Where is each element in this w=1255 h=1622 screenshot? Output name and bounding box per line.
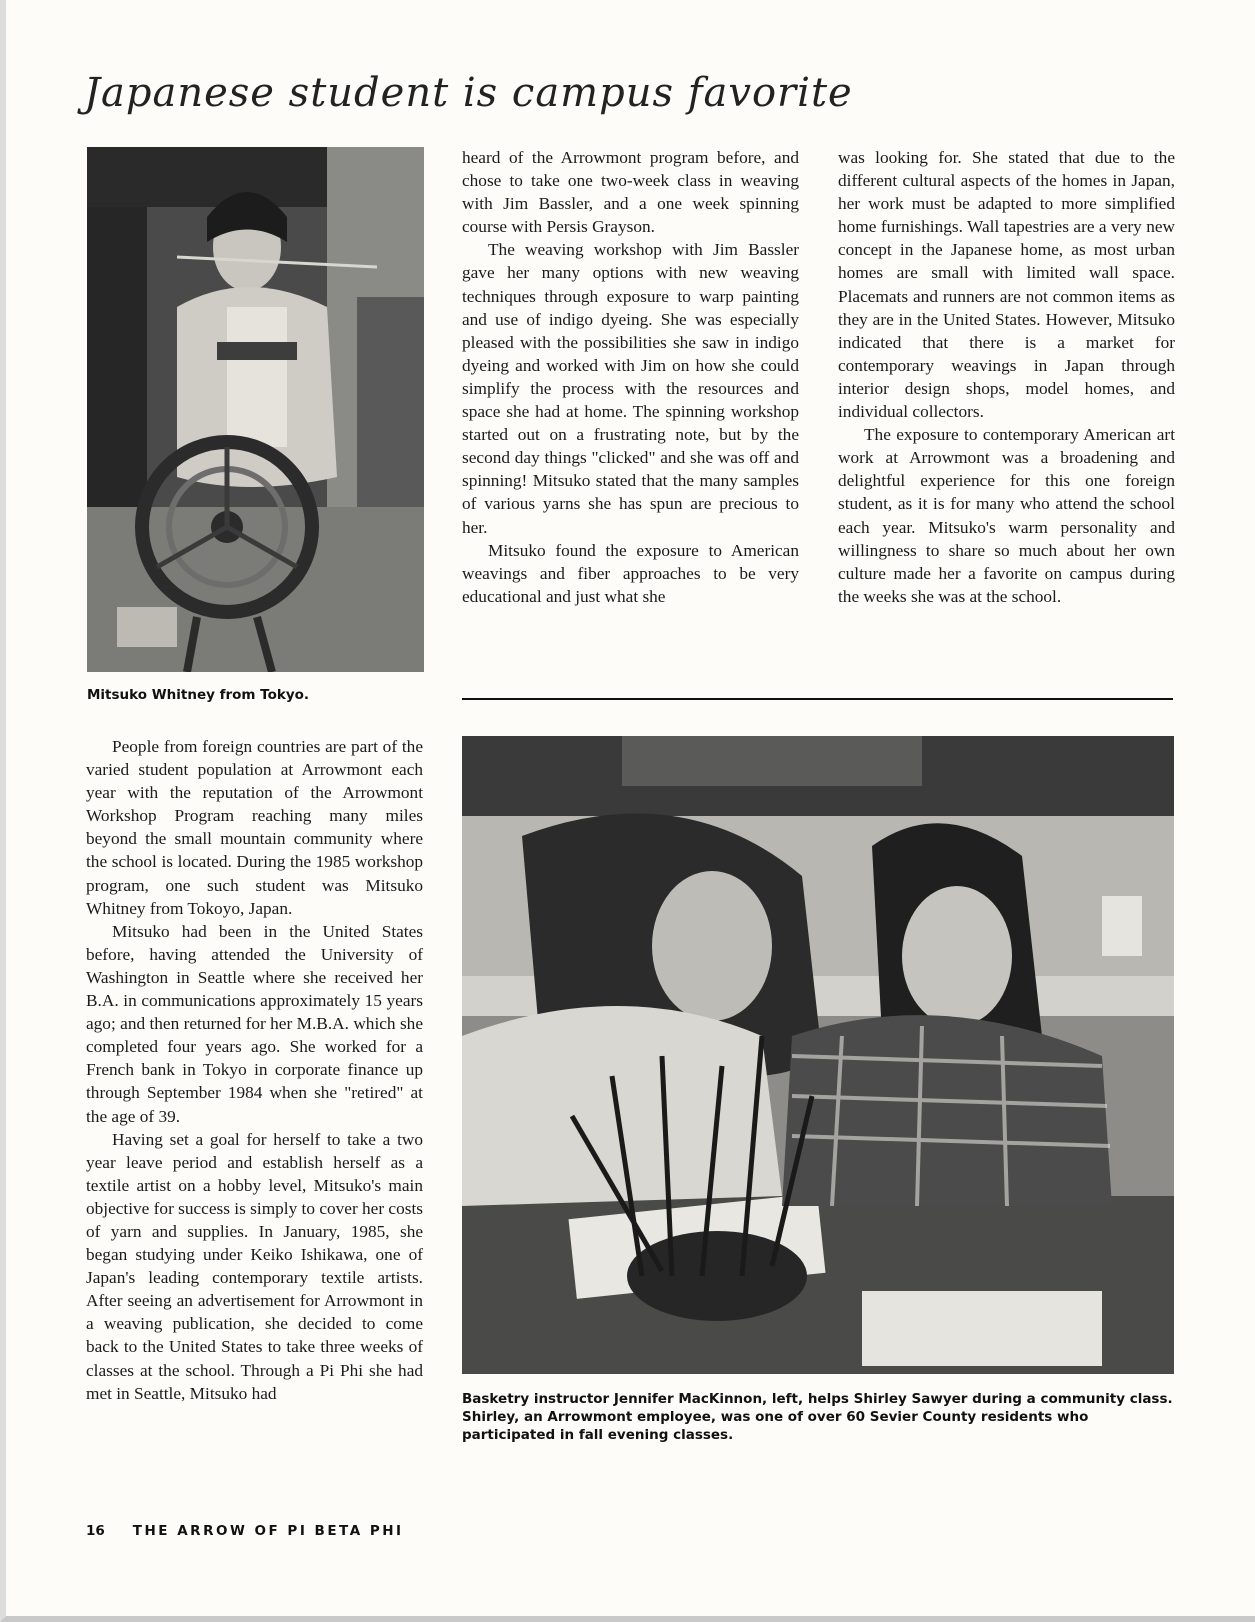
paragraph: Mitsuko had been in the United States before, having attended the University of Washington in Seattle where she received her B.A. in communications approximately 15 years ago; and then returned for her M.B.A. which she completed four years ago. She worked for a French bank in Tokyo in corporate finance up through September 1984 when she "retired" at the age of 39. (86, 921, 423, 1126)
paragraph: The exposure to contemporary American art work at Arrowmont was a broadening and delightful experience for this one foreign student, as it is for many who attend the school each year. Mitsuko's warm personality and willingness to share so much about her own culture made her a favorite on campus during the weeks she was at the school. (838, 425, 1175, 606)
page-footer (86, 1523, 404, 1539)
photo2-caption: Basketry instructor Jennifer MacKinnon, left, helps Shirley Sawyer during a community class. Shirley, an Arrowmont employee, was one of over 60 Sevier County residents who participated in fall evening classes. (462, 1391, 1173, 1443)
column-middle-top (462, 146, 799, 608)
page-number: 16 (86, 1523, 105, 1539)
publication-name: THE ARROW OF PI BETA PHI (132, 1523, 404, 1539)
paragraph: People from foreign countries are part of the varied student population at Arrowmont each year with the reputation of the Arrowmont Workshop Program reaching many miles beyond the small mountain community where the school is located. During the 1985 workshop program, one such student was Mitsuko Whitney from Tokoyo, Japan. (86, 737, 423, 918)
photo-basketry-class (462, 736, 1174, 1374)
photo-spinning-wheel (87, 147, 424, 672)
paragraph: Having set a goal for herself to take a two year leave period and establish herself as a textile artist on a hobby level, Mitsuko's main objective for success is simply to cover her costs of yarn and supplies. In January, 1985, she began studying under Keiko Ishikawa, one of Japan's leading contemporary textile artists. After seeing an advertisement for Arrowmont in a weaving publication, she decided to come back to the United States to take three weeks of classes at the school. Through a Pi Phi she had met in Seattle, Mitsuko had (86, 1129, 423, 1403)
article-title: Japanese student is campus favorite (84, 70, 853, 116)
column-right-top (838, 146, 1175, 608)
column-left-bottom (86, 735, 423, 1405)
spinning-wheel-image (87, 147, 424, 672)
horizontal-rule (462, 698, 1173, 700)
basketry-class-image (462, 736, 1174, 1374)
paragraph: was looking for. She stated that due to the different cultural aspects of the homes in Japan, her work must be adapted to more simplified home furnishings. Wall tapestries are a very new concept in the Japanese home, as most urban homes are small with limited wall space. Placemats and runners are not common items as they are in the United States. However, Mitsuko indicated that there is a market for contemporary weavings in Japan through interior design shops, model homes, and individual collectors. (838, 148, 1175, 422)
photo1-caption: Mitsuko Whitney from Tokyo. (87, 687, 310, 703)
paragraph: The weaving workshop with Jim Bassler gave her many options with new weaving techniques through exposure to warp painting and use of indigo dyeing. She was especially pleased with the possibilities she saw in indigo dyeing and worked with Jim on how she could simplify the process with the resources and space she had at home. The spinning workshop started out on a frustrating note, but by the second day things "clicked" and she was off and spinning! Mitsuko stated that the many samples of various yarns she has spun are precious to her. (462, 240, 799, 537)
paragraph: Mitsuko found the exposure to American weavings and fiber approaches to be very educational and just what she (462, 540, 799, 606)
paragraph: heard of the Arrowmont program before, and chose to take one two-week class in weaving with Jim Bassler, and a one week spinning course with Persis Grayson. (462, 148, 799, 237)
